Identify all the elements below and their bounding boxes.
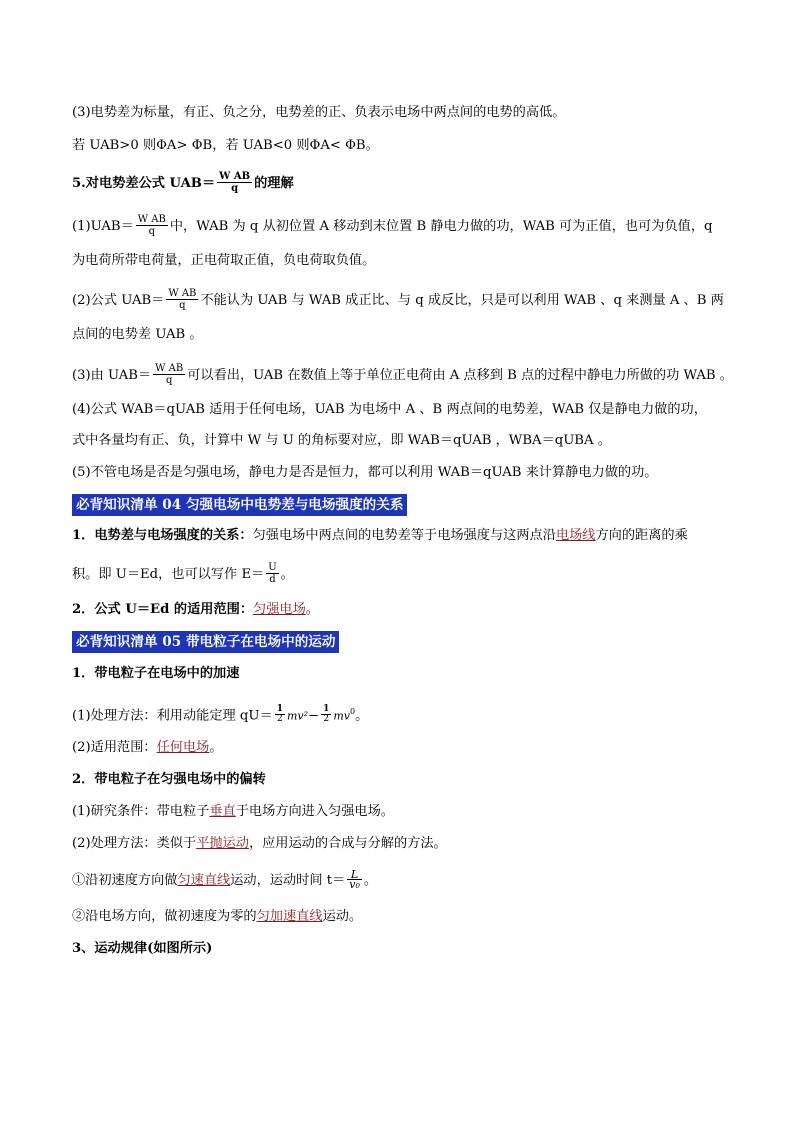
item-3: (3)由 UAB＝ $\frac{\text{W AB}}{q}$ 可以看出，UAB 在数值上等于单位正电荷由 A 点移到 B 点的过程中静电力所做的功 WAB 。 — [72, 363, 733, 386]
motion-2-condition: (1)研究条件：带电粒子垂直于电场方向进入匀强电场。 — [72, 804, 394, 819]
section-heading-5: 5.对电势差公式 UAB＝ $\frac{\text{W AB}}{q}$ 的理解 — [72, 171, 294, 194]
item-2-line-2: 点间的电势差 UAB 。 — [72, 327, 203, 342]
item-2-line-1: (2)公式 UAB＝ $\frac{\text{W AB}}{q}$ 不能认为 UAB 与 WAB 成正比、与 q 成反比，只是可以利用 WAB 、q 来测量 A 、B 两 — [72, 288, 724, 311]
formula-fraction: $\frac{\text{W AB}}{q}$ — [219, 171, 251, 194]
motion-1-heading: 1．带电粒子在电场中的加速 — [72, 666, 240, 681]
motion-2-initial-direction: ①沿初速度方向做匀速直线运动，运动时间 t＝ $\frac{L}{\text{v₀}}$ 。 — [72, 868, 378, 891]
motion-1-scope: (2)适用范围：任何电场。 — [72, 740, 223, 755]
formula-fraction: $\frac{U}{d}$ — [268, 562, 277, 585]
item-4-line-2: 式中各量均有正、负，计算中 W 与 U 的角标要对应，即 WAB＝qUAB ，WBA＝qUBA 。 — [72, 433, 611, 448]
formula-fraction: $\frac{1}{2}$ — [323, 704, 330, 725]
item-4-line-1: (4)公式 WAB＝qUAB 适用于任何电场，UAB 为电场中 A 、B 两点间的电势差，WAB 仅是静电力做的功， — [72, 402, 707, 417]
motion-3-heading: 3、运动规律(如图所示) — [72, 941, 213, 956]
formula-fraction: $\frac{\text{W AB}}{q}$ — [168, 288, 197, 311]
formula-fraction: $\frac{\text{W AB}}{q}$ — [155, 363, 184, 386]
knowledge-2: 2．公式 U＝Ed 的适用范围：匀强电场。 — [72, 602, 319, 617]
knowledge-1-line-2: 积。即 U＝Ed，也可以写作 E＝ $\frac{U}{d}$ 。 — [72, 562, 294, 585]
motion-1-method: (1)处理方法：利用动能定理 qU＝ $\frac{1}{2}$ mv²− $\frac{1}{2}$ $mv^0$。 — [72, 704, 369, 725]
knowledge-1-line-1: 1．电势差与电场强度的关系：匀强电场中两点间的电势差等于电场强度与这两点沿电场线方向的距离的乘 — [72, 528, 688, 543]
formula-fraction: $\frac{\text{W AB}}{q}$ — [137, 214, 166, 237]
item-1-line-2: 为电荷所带电荷量，正电荷取正值，负电荷取负值。 — [72, 253, 376, 268]
item-1-line-1: (1)UAB＝ $\frac{\text{W AB}}{q}$ 中，WAB 为 q 从初位置 A 移动到末位置 B 静电力做的功，WAB 可为正值，也可为负值，q — [72, 214, 713, 237]
motion-2-method: (2)处理方法：类似于平抛运动，应用运动的合成与分解的方法。 — [72, 836, 447, 851]
motion-2-heading: 2．带电粒子在匀强电场中的偏转 — [72, 772, 266, 787]
section-header-04: 必背知识清单 04 匀强电场中电势差与电场强度的关系 — [72, 494, 407, 516]
section-header-05: 必背知识清单 05 带电粒子在电场中的运动 — [72, 631, 339, 653]
formula-fraction: $\frac{L}{\text{v₀}}$ — [349, 868, 360, 891]
formula-fraction: $\frac{1}{2}$ — [276, 704, 283, 725]
paragraph-potential-difference-scalar: (3)电势差为标量，有正、负之分，电势差的正、负表示电场中两点间的电势的高低。 — [72, 105, 566, 120]
motion-2-field-direction: ②沿电场方向，做初速度为零的匀加速直线运动。 — [72, 909, 363, 924]
item-5: (5)不管电场是否是匀强电场，静电力是否是恒力，都可以利用 WAB＝qUAB 来计算静电力做的功。 — [72, 465, 658, 480]
paragraph-potential-compare: 若 UAB>0 则ΦA> ΦB，若 UAB<0 则ΦA< ΦB。 — [72, 138, 379, 153]
